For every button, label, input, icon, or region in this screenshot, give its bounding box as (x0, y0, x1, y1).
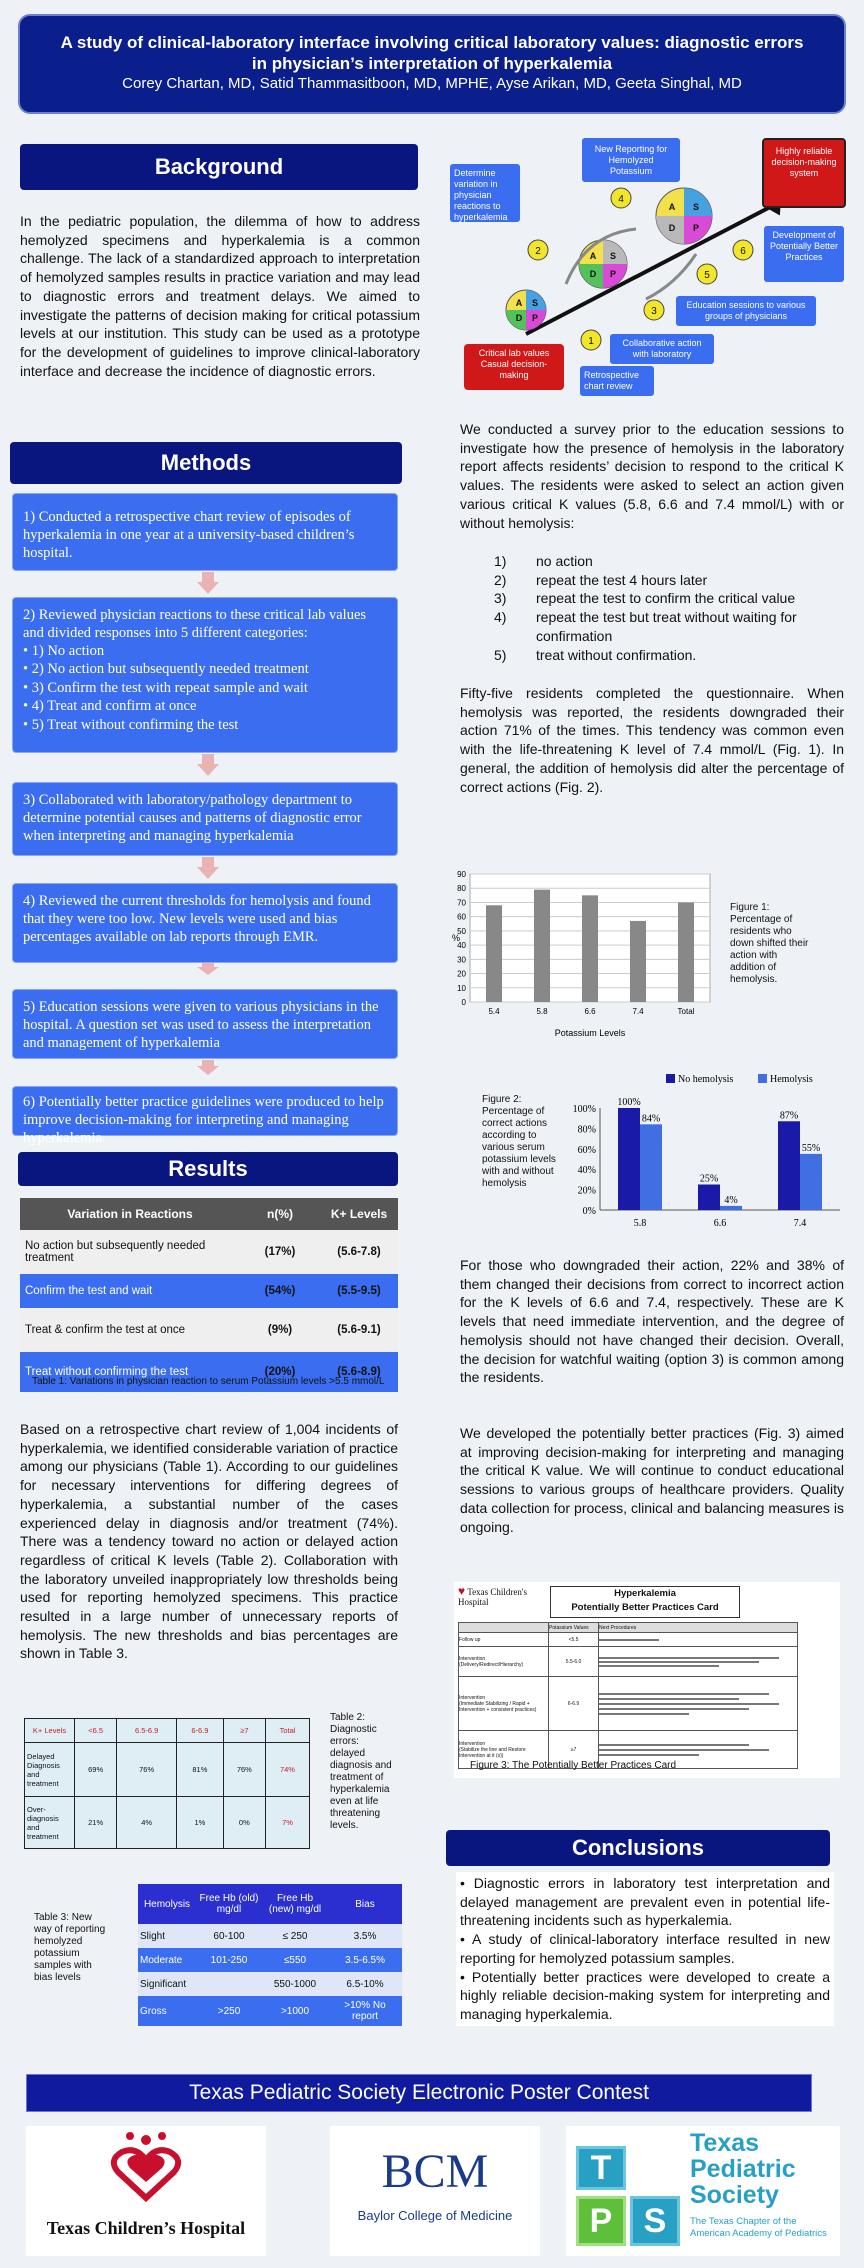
figure1-caption: Figure 1: Percentage of residents who down shifted their action with addition of hemolysis. (730, 902, 809, 985)
method-step-2-text: 2) Reviewed physician reactions to these critical lab values and divided responses into 5 different categories: (23, 607, 367, 641)
card-cell: Intervention (Immediate Stabilizing / Rapid + Intervention + consistent practices) (459, 1677, 549, 1731)
background-heading: Background (20, 144, 418, 190)
poster-title-line1: A study of clinical-laboratory interface involving critical laboratory values: diagnostic errors (60, 33, 804, 52)
option-number: 4) (494, 609, 507, 626)
table3-cell: >250 (217, 2005, 241, 2017)
table-row (459, 1623, 798, 1633)
bar (534, 890, 550, 1002)
table3-cell: ≤550 (283, 1954, 307, 1966)
y-tick-label: 0% (582, 1206, 596, 1217)
wheel-letter: A (515, 298, 523, 308)
x-tick-label: 5.4 (488, 1007, 500, 1016)
table3-cell: Slight (140, 1930, 166, 1942)
table2-cell: 1% (177, 1797, 224, 1849)
data-label: 87% (779, 1110, 799, 1122)
card-cell (459, 1623, 549, 1633)
pdsa-wheel-3 (656, 188, 712, 244)
x-tick-label: 5.8 (536, 1007, 548, 1016)
category-list (23, 642, 387, 734)
table1-header-cell: K+ Levels (320, 1198, 398, 1230)
tps-name (690, 2130, 796, 2208)
bcm-name: Baylor College of Medicine (357, 2208, 513, 2223)
category-item: • 1) No action (23, 643, 105, 659)
tps-block-p: P (576, 2196, 626, 2246)
list-item (460, 571, 844, 590)
bar (582, 895, 598, 1002)
option-text: treat without confirmation. (536, 646, 697, 663)
card-table (458, 1622, 798, 1769)
table2-cell: 6-6.9 (177, 1719, 224, 1743)
conclusions-heading: Conclusions (446, 1830, 830, 1866)
box-collaborative: Collaborative action with laboratory (610, 334, 714, 364)
card-cell (599, 1647, 798, 1677)
figure2-chart (560, 1070, 850, 1240)
tch-name: Texas Children’s Hospital (46, 2218, 246, 2238)
wheel-letter: P (609, 269, 617, 279)
table3-cell: 6.5-10% (346, 1978, 384, 1990)
wheel-letter: P (531, 313, 539, 323)
bar (778, 1121, 800, 1210)
data-label: 55% (801, 1142, 821, 1154)
table3-cell: 60-100 (213, 1930, 245, 1942)
card-cell: Follow up (459, 1633, 549, 1647)
list-item (460, 589, 844, 608)
bar (618, 1108, 640, 1210)
category-item: • 4) Treat and confirm at once (23, 698, 197, 715)
table2-cell: 76% (117, 1743, 177, 1797)
table-row (20, 1274, 398, 1308)
data-label: 4% (724, 1194, 738, 1206)
table2-cell: Over-diagnosis and treatment (25, 1797, 75, 1849)
pdsa-wheel-2 (579, 240, 627, 288)
figure2-svg (560, 1070, 850, 1240)
tps-name-line2: Pediatric (690, 2155, 796, 2183)
table2-cell: <6.5 (75, 1719, 117, 1743)
step-number: 2 (535, 246, 541, 257)
discussion-text-2: We developed the potentially better practices (Fig. 3) aimed at improving decision-making for interpreting and managing the critical K value. We will continue to conduct educational sessions to various groups of healthcare providers. Quality data collection for process, clinical and balancing measures is ongoing. (460, 1425, 844, 1535)
table2-cell: 74% (265, 1743, 309, 1797)
survey-intro: We conducted a survey prior to the education sessions to investigate how the presence of hemolysis in the laboratory report affects residents’ decision to respond to the critical K values. The residents were asked to select an action given various critical K values (5.8, 6.6 and 7.4 mmol/L) with or without hemolysis: (460, 421, 844, 531)
table3-cell: 3.5% (353, 1930, 377, 1942)
bar (640, 1124, 662, 1210)
box-highly-reliable: Highly reliable decision-making system (762, 138, 846, 208)
table3-caption: Table 3: New way of reporting hemolyzed potassium samples with bias levels (34, 1912, 106, 1983)
tch-heart-icon (26, 2126, 266, 2216)
tch-logo (26, 2126, 266, 2256)
y-tick-label: 0 (461, 998, 466, 1007)
table1-cell: (54%) (240, 1274, 320, 1308)
table2-cell: Total (265, 1719, 309, 1743)
card-title (550, 1586, 740, 1618)
option-number: 5) (494, 646, 507, 663)
table1-cell: No action but subsequently needed treatment (20, 1230, 240, 1274)
list-item (460, 552, 844, 571)
table1-cell: Confirm the test and wait (20, 1274, 240, 1308)
bar (800, 1154, 822, 1210)
step-number: 5 (704, 270, 710, 281)
category-item: • 5) Treat without confirming the test (23, 716, 239, 733)
method-step-2 (12, 597, 398, 753)
method-step-5: 5) Education sessions were given to various physicians in the hospital. A question set was used to assess the interpretation and management of hyperkalemia (12, 989, 398, 1059)
table-row (459, 1647, 798, 1677)
table2-cell: 21% (75, 1797, 117, 1849)
bar (720, 1206, 742, 1210)
table3-cell (196, 1972, 262, 1996)
data-label: 100% (617, 1097, 641, 1108)
box-new-reporting: New Reporting for Hemolyzed Potassium (582, 138, 680, 182)
table3-cell: 101-250 (210, 1954, 248, 1966)
legend-swatch (666, 1074, 675, 1083)
method-step-3: 3) Collaborated with laboratory/pathology department to determine potential causes and patterns of diagnostic error when interpreting and managing hyperkalemia (12, 782, 398, 856)
survey-results: Fifty-five residents completed the questionnaire. When hemolysis was reported, the residents downgraded their action 71% of the times. This tendency was common even with the life-threatening K level of 7.4 mmol/L (Fig. 1). In general, the addition of hemolysis did alter the percentage of correct actions (Fig. 2). (460, 685, 844, 795)
wheel-letter: A (668, 202, 676, 212)
x-tick-label: 7.4 (632, 1007, 644, 1016)
table2-cell: Delayed Diagnosis and treatment (25, 1743, 75, 1797)
tps-subtitle: The Texas Chapter of the American Academy of Pediatrics (690, 2216, 827, 2239)
list-item (460, 608, 844, 645)
option-number: 1) (494, 553, 507, 569)
bar (698, 1185, 720, 1211)
table-row (138, 1924, 402, 1948)
table3-cell: Hemolysis (143, 1898, 191, 1910)
card-cell: Next Procedures (599, 1623, 798, 1633)
poster-title-banner (18, 14, 846, 114)
legend-swatch (758, 1074, 767, 1083)
table3-cell: >1000 (280, 2005, 310, 2017)
bar (486, 905, 502, 1002)
wheel-letter: D (668, 223, 676, 233)
tps-block-t: T (576, 2146, 626, 2190)
list-item (460, 646, 844, 665)
table-row (459, 1677, 798, 1731)
wheel-letter: S (531, 298, 539, 308)
wheel-letter: A (589, 251, 597, 261)
tps-name-line3: Society (690, 2181, 779, 2209)
discussion-text: For those who downgraded their action, 22% and 38% of them changed their decisions from correct to incorrect action for the K levels of 6.6 and 7.4, respectively. These are K levels that need immediate intervention, and the degree of hemolysis should not have changed their decision. Overall, the decision for watchful waiting (option 3) is common among the residents. (460, 1257, 844, 1386)
table2-caption: Table 2: Diagnostic errors: delayed diagnosis and treatment of hyperkalemia even at life threatening levels. (330, 1712, 392, 1831)
category-item: • 3) Confirm the test with repeat sample and wait (23, 679, 308, 696)
legend-label: Hemolysis (770, 1074, 813, 1085)
table1-cell: (5.5-9.5) (320, 1274, 398, 1308)
option-text: repeat the test 4 hours later (536, 571, 708, 588)
table-row (459, 1633, 798, 1647)
card-cell: 5.5-6.0 (549, 1647, 599, 1677)
bcm-logo (330, 2126, 540, 2256)
data-label: 25% (699, 1173, 719, 1185)
table-row (138, 1948, 402, 1972)
card-cell: Intervention (Stabilize the line and Restore Intervention at it (s)) (459, 1731, 549, 1769)
box-determine-variation: Determine variation in physician reactions to hyperkalemia (450, 164, 520, 222)
bar (630, 921, 646, 1002)
card-hospital-name: Texas Children's Hospital (458, 1587, 527, 1607)
card-cell: Intervention (Delivery/Redirect/Hierarchy) (459, 1647, 549, 1677)
card-cell: 6-6.9 (549, 1677, 599, 1731)
wheel-letter: P (692, 223, 700, 233)
option-number: 2) (494, 571, 507, 588)
table3-cell: Significant (140, 1978, 187, 1990)
results-text: Based on a retrospective chart review of 1,004 incidents of hyperkalemia, we identified considerable variation of practice among our physicians (Table 1). According to our guidelines for necessary interventions for differing degrees of hyperkalemia, a substantial number of the cases experienced delay in diagnosis and/or treatment (74%). There was a tendency toward no action or delayed action regardless of critical K levels (Table 2). Collaboration with the laboratory unveiled inappropriately low thresholds being used for reporting hemolyzed specimens. This practice resulted in a large number of unnecessary reports of hemolysis. The new thresholds and bias percentages are shown in Table 3. (20, 1421, 398, 1662)
figure3-caption: Figure 3: The Potentially Better Practices Card (470, 1760, 677, 1771)
background-text: In the pediatric population, the dilemma of how to address hemolyzed specimens and hyperkalemia is a common challenge. The lack of a standardized approach to interpretation of hemolyzed samples results in practice variation and may lead to diagnostic errors and treatment delays. We aimed to investigate the patterns of decision making for critical potassium levels at our institution. This study can be used as a prototype for the development of guidelines to improve clinical-laboratory interface and decrease the incidence of diagnostic errors. (20, 213, 420, 379)
table-row (138, 1884, 402, 1924)
table3-cell: 3.5-6.5% (344, 1954, 386, 1966)
step-number: 3 (651, 306, 657, 317)
step-number: 6 (740, 246, 746, 257)
table2-cell: 76% (223, 1743, 265, 1797)
y-tick-label: 50 (457, 926, 466, 936)
card-title-line1: Hyperkalemia (614, 1588, 676, 1599)
table1-cell: Treat & confirm the test at once (20, 1308, 240, 1352)
table2-cell: 69% (75, 1743, 117, 1797)
improvement-diagram (446, 134, 850, 396)
option-text: repeat the test to confirm the critical value (536, 590, 796, 607)
table1-cell: (5.6-8.9) (320, 1352, 398, 1392)
methods-heading: Methods (10, 442, 402, 484)
table2-cell: 4% (117, 1797, 177, 1849)
pdsa-wheel-1 (506, 290, 546, 330)
y-tick-label: 40 (457, 941, 466, 951)
card-cell (599, 1633, 798, 1647)
x-tick-label: 6.6 (713, 1218, 727, 1229)
method-step-1: 1) Conducted a retrospective chart review of episodes of hyperkalemia in one year at a university-based children’s hospital. (12, 493, 398, 571)
option-text: no action (536, 553, 593, 569)
card-hospital-logo (458, 1586, 546, 1616)
table3-cell: Free Hb (old) mg/dl (199, 1893, 259, 1915)
tps-block-s: S (630, 2196, 680, 2246)
legend-label: No hemolysis (678, 1074, 734, 1085)
poster-authors: Corey Chartan, MD, Satid Thammasitboon, MD, MPHE, Ayse Arikan, MD, Geeta Singhal, MD (122, 75, 742, 92)
step-number: 1 (588, 336, 594, 347)
method-step-4: 4) Reviewed the current thresholds for hemolysis and found that they were too low. New levels were used and bias percentages available on lab reports through EMR. (12, 883, 398, 963)
table2-diagnostic-errors (24, 1718, 310, 1849)
y-tick-label: 30 (457, 955, 466, 965)
bar (678, 902, 694, 1002)
y-axis-label: % (452, 933, 461, 943)
table2-cell: 6.5-6.9 (117, 1719, 177, 1743)
table3-hemolysis (138, 1884, 402, 2026)
box-education: Education sessions to various groups of physicians (676, 296, 816, 326)
poster-title-line2: in physician’s interpretation of hyperkalemia (251, 54, 613, 73)
heart-icon: ♥ (458, 1584, 466, 1598)
step-number: 4 (618, 194, 624, 205)
wheel-letter: D (589, 269, 597, 279)
tps-logo (566, 2126, 840, 2256)
table2-cell: 7% (265, 1797, 309, 1849)
table1-cell: (5.6-9.1) (320, 1308, 398, 1352)
table1-caption: Table 1: Variations in physician reaction to serum Potassium levels >5.5 mmol/L (32, 1376, 385, 1387)
table1-header (20, 1198, 398, 1230)
table1-cell: (5.6-7.8) (320, 1230, 398, 1274)
table1-cell: (20%) (240, 1352, 320, 1392)
table3-cell: ≤ 250 (282, 1930, 308, 1942)
card-cell: Potassium Values (549, 1623, 599, 1633)
category-item: • 2) No action but subsequently needed treatment (23, 661, 309, 678)
x-axis-label: Potassium Levels (554, 1028, 626, 1038)
table2-cell: K+ Levels (25, 1719, 75, 1743)
card-cell: <5.5 (549, 1633, 599, 1647)
card-cell: ≥7 (549, 1731, 599, 1769)
figure1-chart (446, 862, 726, 1040)
y-tick-label: 60% (577, 1144, 596, 1156)
y-tick-label: 80 (457, 884, 466, 894)
bcm-abbr: BCM (381, 2145, 489, 2198)
table1-header-cell: Variation in Reactions (20, 1198, 240, 1230)
table1-reactions (20, 1198, 398, 1392)
method-step-6: 6) Potentially better practice guidelines were produced to help improve decision-making for interpreting and managing hyperkalemia. (12, 1086, 398, 1136)
table1-cell: (17%) (240, 1230, 320, 1274)
x-tick-label: 5.8 (633, 1218, 647, 1229)
conclusions-text: • Diagnostic errors in laboratory test interpretation and delayed management are prevalent even in potential life-threatening incidents such as hyperkalemia. • A study of clinical-laboratory interface resulted in new reporting for hemolyzed potassium samples. • Potentially better practices were developed to create a highly reliable decision-making system for interpreting and managing hyperkalemia. (456, 1872, 834, 2026)
figure2-caption: Figure 2: Percentage of correct actions according to various serum potassium levels with and without hemolysis (482, 1094, 556, 1189)
table-row (138, 1972, 402, 1996)
tps-name-line1: Texas (690, 2129, 760, 2157)
box-critical-values: Critical lab values Casual decision-making (464, 344, 564, 390)
flow-arrow (197, 754, 219, 776)
table-row (138, 1996, 402, 2026)
box-development: Development of Potentially Better Practices (764, 226, 844, 282)
y-tick-label: 90 (457, 870, 466, 879)
y-tick-label: 100% (572, 1104, 596, 1115)
option-number: 3) (494, 590, 507, 607)
flow-arrow (197, 572, 219, 594)
table3-cell: Bias (355, 1898, 375, 1910)
table3-cell: Free Hb (new) mg/dl (268, 1893, 322, 1915)
table3-cell: >10% No report (344, 2000, 386, 2022)
x-tick-label: 6.6 (584, 1007, 596, 1016)
table2-cell: 81% (177, 1743, 224, 1797)
contest-banner: Texas Pediatric Society Electronic Poster Contest (26, 2074, 812, 2112)
table-row (20, 1308, 398, 1352)
survey-options (460, 552, 844, 664)
wheel-letter: S (692, 202, 700, 212)
y-tick-label: 20 (457, 969, 466, 979)
table-row (25, 1797, 310, 1849)
y-tick-label: 70 (457, 898, 466, 908)
table-row (20, 1230, 398, 1274)
flow-arrow (197, 1060, 219, 1075)
flow-arrow (197, 857, 219, 879)
x-tick-label: Total (677, 1007, 695, 1016)
table-row (25, 1719, 310, 1743)
wheel-letter: S (609, 251, 617, 261)
y-tick-label: 60 (457, 912, 466, 922)
table1-cell: (9%) (240, 1308, 320, 1352)
figure3-practice-card (454, 1582, 840, 1778)
x-tick-label: 7.4 (793, 1218, 807, 1229)
box-retrospective: Retrospective chart review (580, 366, 654, 396)
table2-cell: ≥7 (223, 1719, 265, 1743)
figure1-svg (446, 862, 726, 1040)
results-heading: Results (18, 1152, 398, 1186)
card-cell (599, 1677, 798, 1731)
y-tick-label: 20% (577, 1185, 596, 1197)
table2-cell: 0% (223, 1797, 265, 1849)
y-tick-label: 80% (577, 1124, 596, 1136)
wheel-letter: D (515, 313, 523, 323)
table1-cell: Treat without confirming the test (20, 1352, 240, 1392)
flow-arrow (197, 963, 219, 975)
table1-header-cell: n(%) (240, 1198, 320, 1230)
y-tick-label: 10 (457, 983, 466, 993)
y-tick-label: 40% (577, 1165, 596, 1177)
option-text: repeat the test but treat without waiting for confirmation (536, 609, 797, 644)
table3-cell: Moderate (140, 1954, 183, 1966)
table3-cell: 550-1000 (273, 1978, 317, 1990)
data-label: 84% (641, 1113, 661, 1125)
table3-cell: Gross (140, 2005, 167, 2017)
table-row (25, 1743, 310, 1797)
card-title-line2: Potentially Better Practices Card (571, 1602, 719, 1613)
